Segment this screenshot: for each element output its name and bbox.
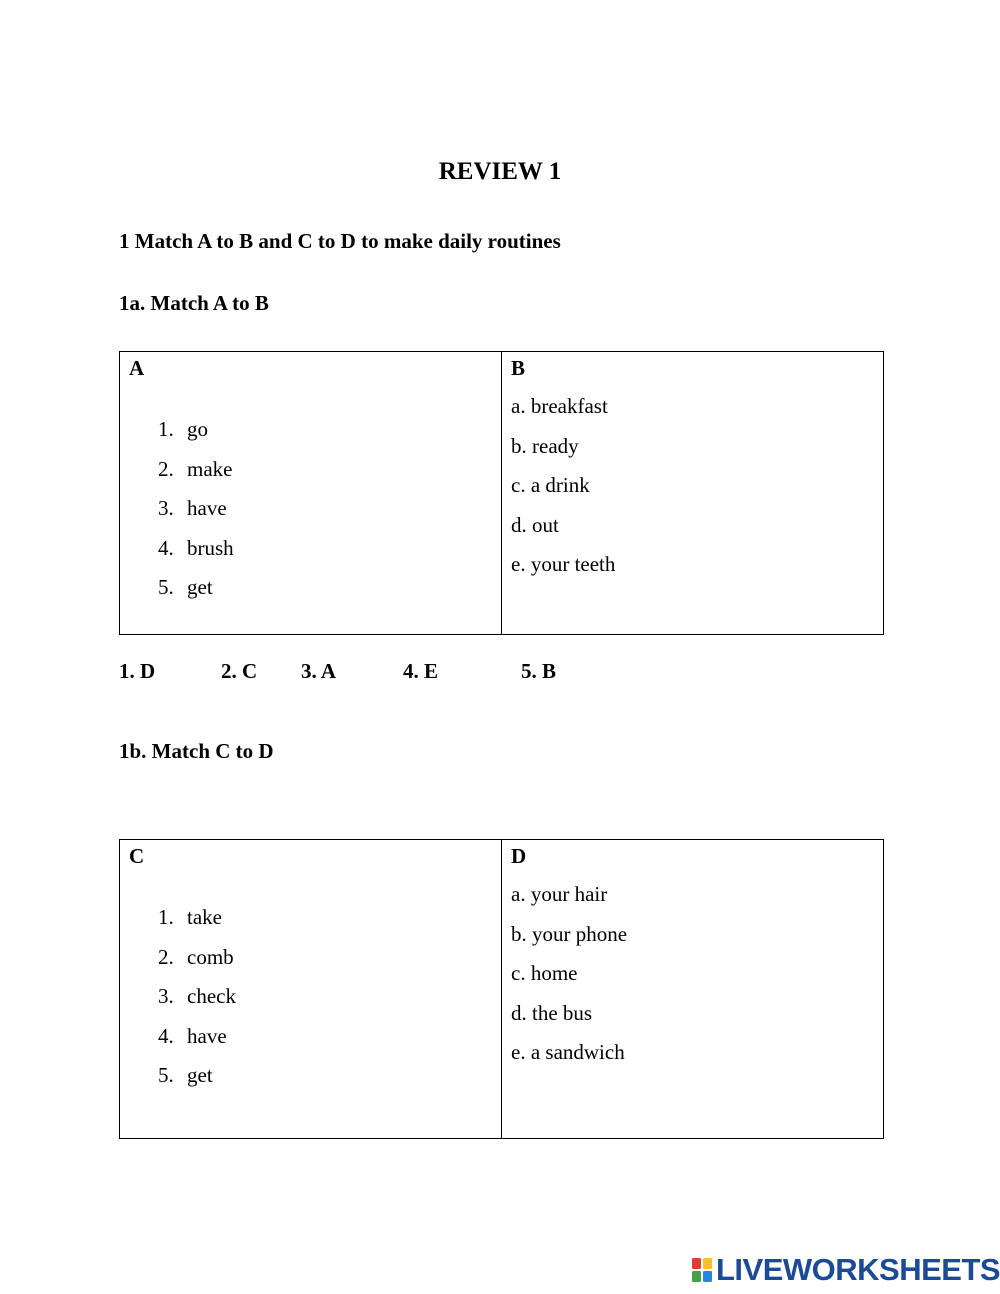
column-a-header: A	[129, 356, 145, 380]
item-number: 2.	[158, 456, 174, 481]
column-b	[502, 352, 883, 634]
item-text: go	[187, 417, 208, 441]
match-table-a-b	[119, 351, 884, 635]
item-text: take	[187, 905, 222, 929]
item-text: have	[187, 496, 227, 521]
list-item: c. home	[511, 961, 578, 986]
item-number: 4.	[158, 535, 174, 560]
column-c-header: C	[129, 844, 145, 868]
list-item	[158, 417, 234, 457]
item-text: brush	[187, 535, 234, 560]
column-d-header: D	[511, 844, 527, 868]
list-item	[158, 496, 234, 536]
column-b-list	[511, 394, 615, 592]
column-d-list	[511, 882, 627, 1080]
list-item: b. ready	[511, 433, 579, 458]
page-title: REVIEW 1	[438, 158, 562, 185]
answer-1: 1. D	[119, 659, 156, 683]
item-text: check	[187, 984, 236, 1009]
answer-key	[119, 659, 719, 687]
item-number: 2.	[158, 944, 174, 969]
list-item	[158, 536, 234, 576]
item-number: 1.	[158, 417, 174, 441]
section-b-heading: 1b. Match C to D	[119, 739, 274, 763]
liveworksheets-logo[interactable]	[692, 1253, 1000, 1287]
column-b-header: B	[511, 356, 526, 380]
item-text: get	[187, 1063, 213, 1088]
list-item: a. breakfast	[511, 394, 608, 418]
answer-2: 2. C	[221, 659, 258, 683]
match-table-c-d	[119, 839, 884, 1139]
item-number: 1.	[158, 905, 174, 929]
column-d	[502, 840, 883, 1138]
column-a-list	[158, 417, 234, 615]
item-text: make	[187, 456, 233, 481]
column-a	[120, 352, 502, 634]
list-item: a. your hair	[511, 882, 608, 906]
list-item	[158, 1063, 236, 1103]
list-item: d. the bus	[511, 1000, 593, 1025]
logo-text: LIVEWORKSHEETS	[716, 1252, 1000, 1287]
item-number: 5.	[158, 575, 174, 600]
list-item: b. your phone	[511, 921, 628, 946]
column-c	[120, 840, 502, 1138]
item-number: 3.	[158, 496, 174, 521]
list-item	[158, 457, 234, 497]
answer-5: 5. B	[521, 659, 557, 683]
list-item: e. a sandwich	[511, 1040, 625, 1065]
item-text: comb	[187, 944, 234, 969]
list-item: c. a drink	[511, 473, 590, 498]
item-text: have	[187, 1023, 227, 1048]
item-number: 4.	[158, 1023, 174, 1048]
column-c-list	[158, 905, 236, 1103]
list-item	[158, 984, 236, 1024]
list-item: e. your teeth	[511, 552, 616, 577]
list-item	[158, 945, 236, 985]
instruction-heading: 1 Match A to B and C to D to make daily routines	[119, 229, 561, 253]
list-item	[158, 575, 234, 615]
list-item	[158, 905, 236, 945]
liveworksheets-logo-icon	[692, 1258, 712, 1282]
item-text: get	[187, 575, 213, 600]
list-item: d. out	[511, 512, 559, 537]
section-a-heading: 1a. Match A to B	[119, 291, 269, 315]
list-item	[158, 1024, 236, 1064]
item-number: 3.	[158, 984, 174, 1009]
item-number: 5.	[158, 1063, 174, 1088]
answer-4: 4. E	[403, 659, 439, 683]
answer-3: 3. A	[301, 659, 337, 683]
